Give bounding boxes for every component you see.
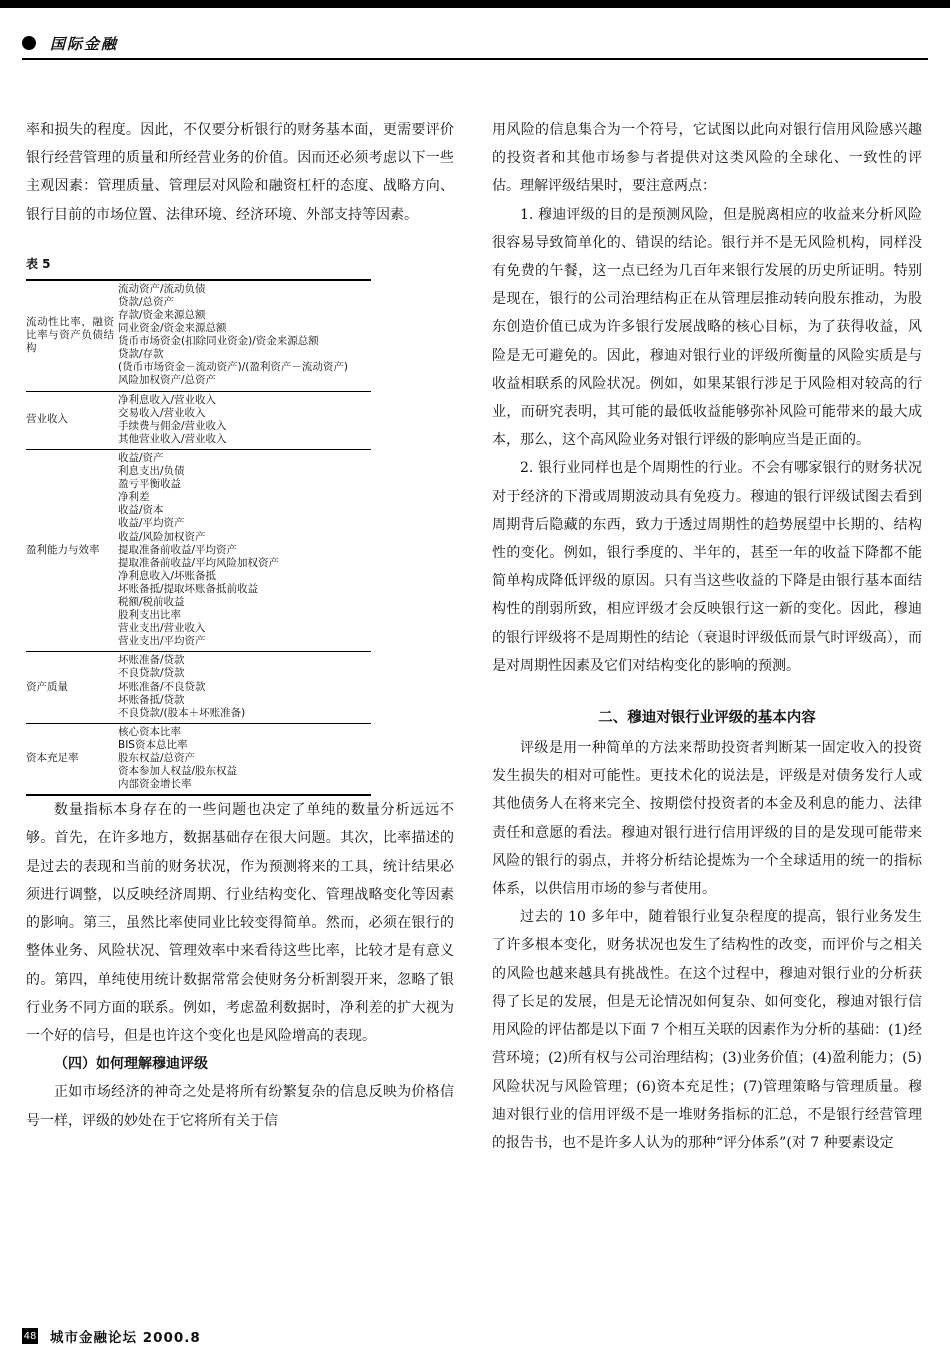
table-item: 同业资金/资金来源总额	[118, 322, 227, 335]
paragraph: 评级是用一种简单的方法来帮助投资者判断某一固定收入的投资发生损失的相对可能性。更技术化的说法是，评级是对债务发行人或其他债务人在将来完全、按期偿付投资者的本金及利息的能力、法律责任和意愿的看法。穆迪对银行进行信用评级的目的是发现可能带来风险的银行的弱点，并将分析结论提炼为一个全球适用的统一的指标体系，以供信用市场的参与者使用。	[492, 740, 922, 898]
paragraph: 率和损失的程度。因此，不仅要分析银行的财务基本面，更需要评价银行经营管理的质量和所经营业务的价值。因而还必须考虑以下一些主观因素：管理质量、管理层对风险和融资杠杆的态度、战略方向、银行目前的市场位置、法律环境、经济环境、外部支持等因素。	[26, 122, 454, 223]
table-item: 营业支出/营业收入	[118, 622, 206, 635]
paragraph: 正如市场经济的神奇之处是将所有纷繁复杂的信息反映为价格信号一样，评级的妙处在于它将所有关于信	[26, 1084, 454, 1129]
table-item: 坏账备抵/提取坏账备抵前收益	[118, 582, 259, 595]
table-row	[26, 391, 371, 449]
table-items-cell	[118, 652, 371, 723]
table-item: 收益/风险加权资产	[118, 530, 206, 543]
table-item: 核心资本比率	[118, 725, 181, 738]
page-number: 48	[22, 1328, 38, 1344]
table-item: 风险加权资产/总资产	[118, 374, 217, 387]
table-item: 贷款/存款	[118, 348, 164, 361]
table-item: 坏账准备/不良贷款	[118, 680, 206, 693]
table-items-cell	[118, 723, 371, 795]
table-items-cell	[118, 449, 371, 651]
bullet-dot-icon	[22, 36, 36, 50]
table-items-cell	[118, 391, 371, 449]
paragraph: 过去的 10 多年中，随着银行业复杂程度的提高，银行业务发生了许多根本变化，财务状况也发生了结构性的改变，而评价与之相关的风险也越来越具有挑战性。在这个过程中，穆迪对银行业的分析获得了长足的发展，但是无论情况如何复杂、如何变化，穆迪对银行信用风险的评估都是以下面 7 个相互关联的因素作为分析的基础：(1)经营环境；(2)所有权与公司治理结构；(3)业务价值；(4)盈利能力；(5)风险状况与风险管理；(6)资本充足性；(7)管理策略与管理质量。穆迪对银行业的信用评级不是一堆财务指标的汇总，不是银行经营管理的报告书，也不是许多人认为的那种“评分体系”(对 7 种要素设定	[492, 909, 922, 1151]
table-item: 存款/资金来源总额	[118, 309, 206, 321]
table-item: 不良贷款/贷款	[118, 667, 185, 680]
table-item: 股利支出比率	[118, 609, 181, 622]
journal-issue: 城市金融论坛 2000.8	[50, 1330, 201, 1346]
table-item: 手续费与佣金/营业收入	[118, 419, 227, 432]
table-item: 不良贷款/(股本＋坏账准备)	[118, 706, 246, 719]
table-item: 收益/平均资产	[118, 517, 185, 530]
table-item: 其他营业收入/营业收入	[118, 432, 227, 445]
table-category-cell: 资本充足率	[26, 723, 118, 795]
table-item: 收益/资产	[118, 451, 164, 464]
table-item: (货币市场资金－流动资产)/(盈利资产－流动资产)	[118, 361, 348, 374]
table-item: 提取准备前收益/平均风险加权资产	[118, 556, 280, 569]
table-row	[26, 723, 371, 795]
table-item: 利息支出/负债	[118, 465, 185, 478]
subsection-heading: （四）如何理解穆迪评级	[54, 1056, 208, 1073]
table-row	[26, 280, 371, 391]
table-item: 流动资产/流动负债	[118, 282, 206, 295]
table-item: 收益/资本	[118, 504, 164, 517]
table-item: 内部资金增长率	[118, 778, 192, 791]
table-label: 表 5	[26, 256, 51, 271]
table-item: 盈亏平衡收益	[118, 478, 181, 491]
section-title: 二、穆迪对银行业评级的基本内容	[598, 710, 816, 727]
table-item: 净利息收入/坏账备抵	[118, 569, 217, 582]
ratio-table	[26, 279, 371, 796]
table-item: 税额/税前收益	[118, 595, 185, 608]
header-rule	[22, 58, 928, 60]
paragraph: 数量指标本身存在的一些问题也决定了单纯的数量分析远远不够。首先，在许多地方，数据基础存在很大问题。其次，比率描述的是过去的表现和当前的财务状况，作为预测将来的工具，统计结果必须进行调整，以反映经济周期、行业结构变化、管理战略变化等因素的影响。第三，虽然比率使同业比较变得简单。然而，必须在银行的整体业务、风险状况、管理效率中来看待这些比率，比较才是有意义的。第四，单纯使用统计数据常常会使财务分析割裂开来，忽略了银行业务不同方面的联系。例如，考虑盈利数据时，净利差的扩大视为一个好的信号，但是也许这个变化也是风险增高的表现。	[26, 802, 454, 1044]
table-item: 坏账准备/贷款	[118, 654, 185, 667]
table-item: 净利息收入/营业收入	[118, 393, 217, 406]
table-row	[26, 449, 371, 651]
table-category-cell: 资产质量	[26, 652, 118, 723]
table-item: 资本参加人权益/股东权益	[118, 765, 238, 778]
page-footer	[22, 1326, 201, 1346]
table-item: 营业支出/平均资产	[118, 635, 206, 648]
top-black-bar	[0, 0, 950, 8]
table-item: 坏账备抵/贷款	[118, 693, 185, 706]
table-item: 交易收入/营业收入	[118, 406, 206, 419]
paragraph: 1. 穆迪评级的目的是预测风险，但是脱离相应的收益来分析风险很容易导致简单化的、错误的结论。银行并不是无风险机构，同样没有免费的午餐，这一点已经为几百年来银行发展的历史所证明。特别是现在，银行的公司治理结构正在从管理层推动转向股东推动，为股东创造价值已成为许多银行发展战略的核心目标，为了获得收益，风险是无可避免的。因此，穆迪对银行业的评级所衡量的风险实质是与收益相联系的风险状况。例如，如果某银行涉足于风险相对较高的行业，而研究表明，其可能的最低收益能够弥补风险可能带来的最大成本，那么，这个高风险业务对银行评级的影响应当是正面的。	[492, 206, 922, 449]
table-category-cell: 营业收入	[26, 391, 118, 449]
table-item: 股东权益/总资产	[118, 752, 196, 764]
table-item: 贷款/总资产	[118, 295, 175, 308]
table-items-cell	[118, 280, 371, 391]
table-item: 货币市场资金(扣除同业资金)/资金来源总额	[118, 335, 319, 348]
section-header-title: 国际金融	[50, 34, 119, 53]
table-item: BIS资本总比率	[118, 738, 188, 751]
table-row	[26, 652, 371, 723]
table-category-cell: 盈利能力与效率	[26, 449, 118, 651]
paragraph: 用风险的信息集合为一个符号，它试图以此向对银行信用风险感兴趣的投资者和其他市场参与者提供对这类风险的全球化、一致性的评估。理解评级结果时，要注意两点：	[492, 122, 922, 195]
table-category-cell: 流动性比率，融资比率与资产负债结构	[26, 315, 114, 354]
running-header	[22, 30, 118, 56]
left-column	[26, 116, 454, 1135]
table-item: 提取准备前收益/平均资产	[118, 543, 238, 556]
table-item: 净利差	[118, 491, 150, 504]
right-column	[492, 116, 922, 1157]
paragraph: 2. 银行业同样也是个周期性的行业。不会有哪家银行的财务状况对于经济的下滑或周期波动具有免疫力。穆迪的银行评级试图去看到周期背后隐藏的东西，致力于透过周期性的趋势展望中长期的、结构性的变化。例如，银行季度的、半年的，甚至一年的收益下降都不能简单构成降低评级的原因。只有当这些收益的下降是由银行基本面结构性的削弱所致，相应评级才会反映银行这一新的变化。因此，穆迪的银行评级将不是周期性的结论（衰退时评级低而景气时评级高），而是对周期性因素及它们对结构变化的影响的预测。	[492, 460, 922, 674]
